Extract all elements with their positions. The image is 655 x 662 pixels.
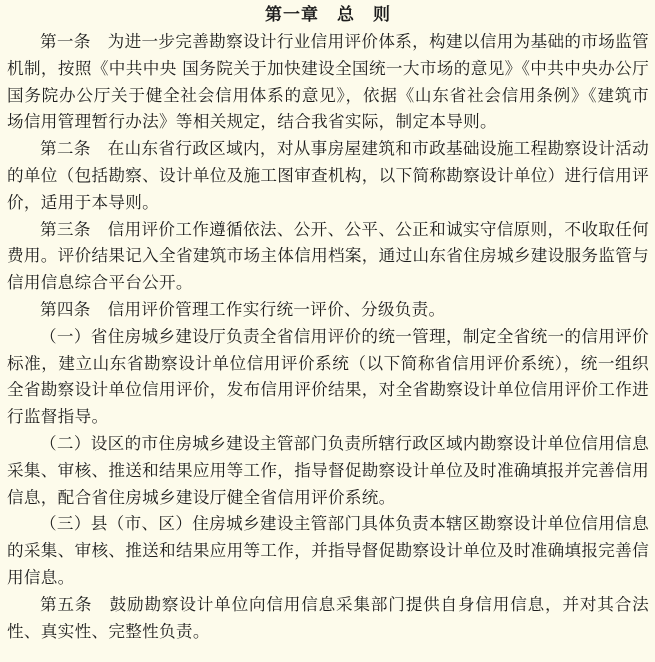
article-1-paragraph: 第一条 为进一步完善勘察设计行业信用评价体系，构建以信用为基础的市场监管机制，按照《中共中央 国务院关于加快建设全国统一大市场的意见》《中共中央办公厅 国务院办公厅关于健全社会信用体系的意见》，依据《山东省社会信用条例》《建筑市场信用管理暂行办法》等相关规定，结合我省实际，制定本导则。 [7, 32, 649, 132]
article-4-item-1-paragraph: （一）省住房城乡建设厅负责全省信用评价的统一管理，制定全省统一的信用评价标准，建立山东省勘察设计单位信用评价系统（以下简称省信用评价系统），统一组织全省勘察设计单位信用评价，发布信用评价结果，对全省勘察设计单位信用评价工作进行监督指导。 [7, 326, 649, 427]
article-4-item-2-paragraph: （二）设区的市住房城乡建设主管部门负责所辖行政区域内勘察设计单位信用信息采集、审核、推送和结果应用等工作，指导督促勘察设计单位及时准确填报并完善信用信息，配合省住房城乡建设厅健全省信用评价系统。 [7, 433, 649, 507]
article-5-paragraph: 第五条 鼓励勘察设计单位向信用信息采集部门提供自身信用信息，并对其合法性、真实性、完整性负责。 [7, 594, 649, 641]
article-4-paragraph: 第四条 信用评价管理工作实行统一评价、分级负责。 [40, 299, 446, 319]
article-2-paragraph: 第二条 在山东省行政区域内，对从事房屋建筑和市政基础设施工程勘察设计活动的单位（包括勘察、设计单位及施工图审查机构，以下简称勘察设计单位）进行信用评价，适用于本导则。 [7, 139, 649, 212]
article-3-paragraph: 第三条 信用评价工作遵循依法、公开、公平、公正和诚实守信原则，不收取任何费用。评价结果记入全省建筑市场主体信用档案，通过山东省住房城乡建设服务监管与信用信息综合平台公开。 [7, 219, 649, 293]
chapter-title: 第一章 总 则 [265, 5, 391, 25]
article-4-item-3-paragraph: （三）县（市、区）住房城乡建设主管部门具体负责本辖区勘察设计单位信用信息的采集、审核、推送和结果应用等工作，并指导督促勘察设计单位及时准确填报完善信用信息。 [7, 514, 649, 587]
